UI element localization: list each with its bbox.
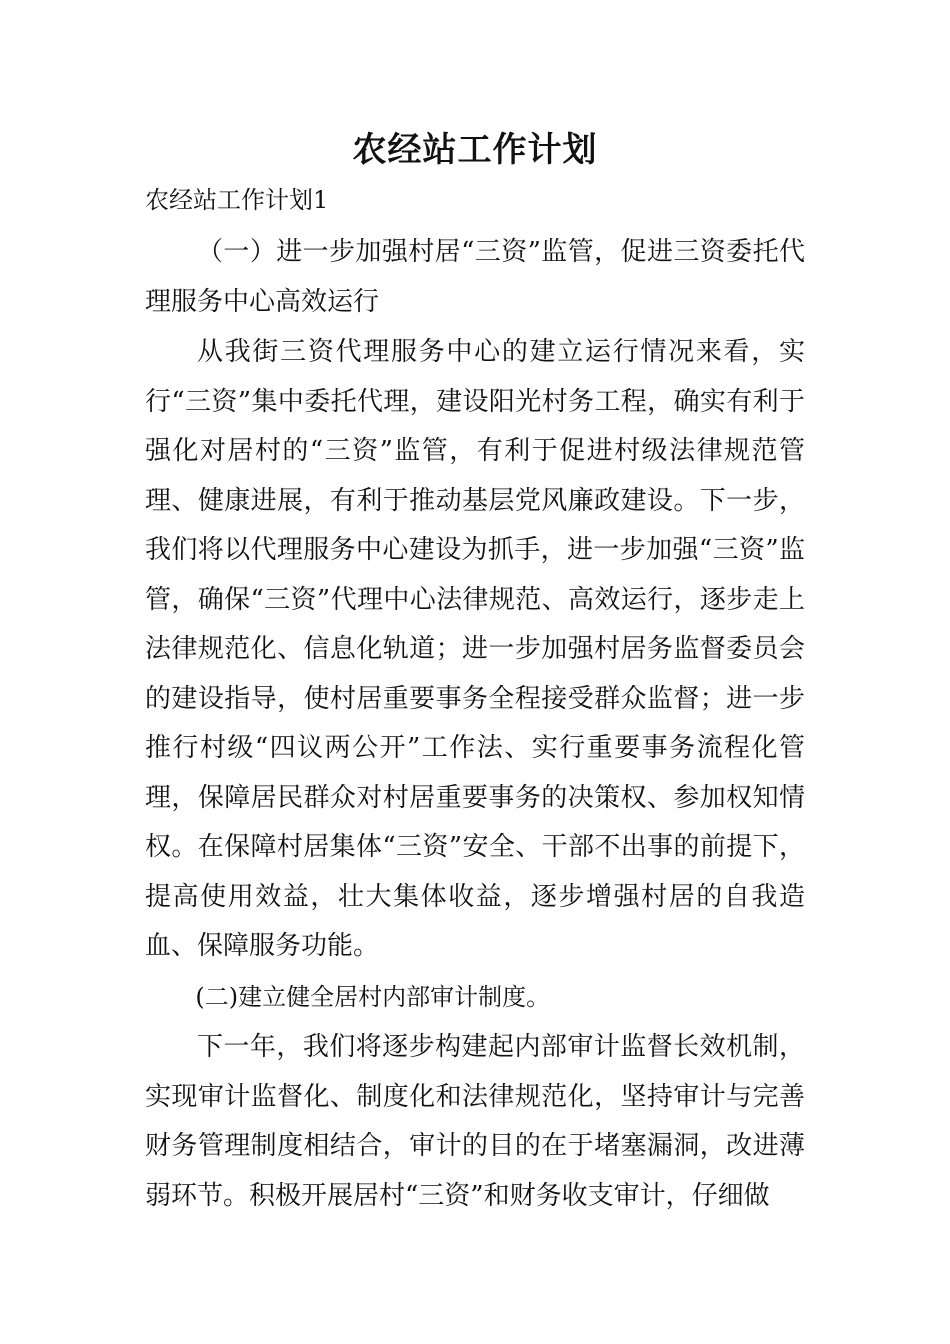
section-heading-2: (二)建立健全居村内部审计制度。 — [195, 982, 551, 1011]
document-body — [145, 228, 805, 1222]
document-title: 农经站工作计划 — [352, 130, 598, 170]
document-subtitle: 农经站工作计划1 — [145, 186, 329, 214]
body-paragraph-1: 从我街三资代理服务中心的建立运行情况来看，实行“三资”集中委托代理，建设阳光村务工程，确实有利于强化对居村的“三资”监管，有利于促进村级法律规范管理、健康进展，有利于推动基层党风廉政建设。下一步，我们将以代理服务中心建设为抓手，进一步加强“三资”监管，确保“三资”代理中心法律规范、高效运行，逐步走上法律规范化、信息化轨道；进一步加强村居务监督委员会的建设指导，使村居重要事务全程接受群众监督；进一步推行村级“四议两公开”工作法、实行重要事务流程化管理，保障居民群众对村居重要事务的决策权、参加权知情权。在保障村居集体“三资”安全、干部不出事的前提下，提高使用效益，壮大集体收益，逐步增强村居的自我造血、保障服务功能。 — [145, 337, 805, 961]
section-heading-1: （一）进一步加强村居“三资”监管，促进三资委托代理服务中心高效运行 — [145, 237, 805, 317]
body-paragraph-2: 下一年，我们将逐步构建起内部审计监督长效机制，实现审计监督化、制度化和法律规范化，坚持审计与完善财务管理制度相结合，审计的目的在于堵塞漏洞，改进薄弱环节。积极开展居村“三资”和财务收支审计，仔细做 — [145, 1032, 805, 1211]
